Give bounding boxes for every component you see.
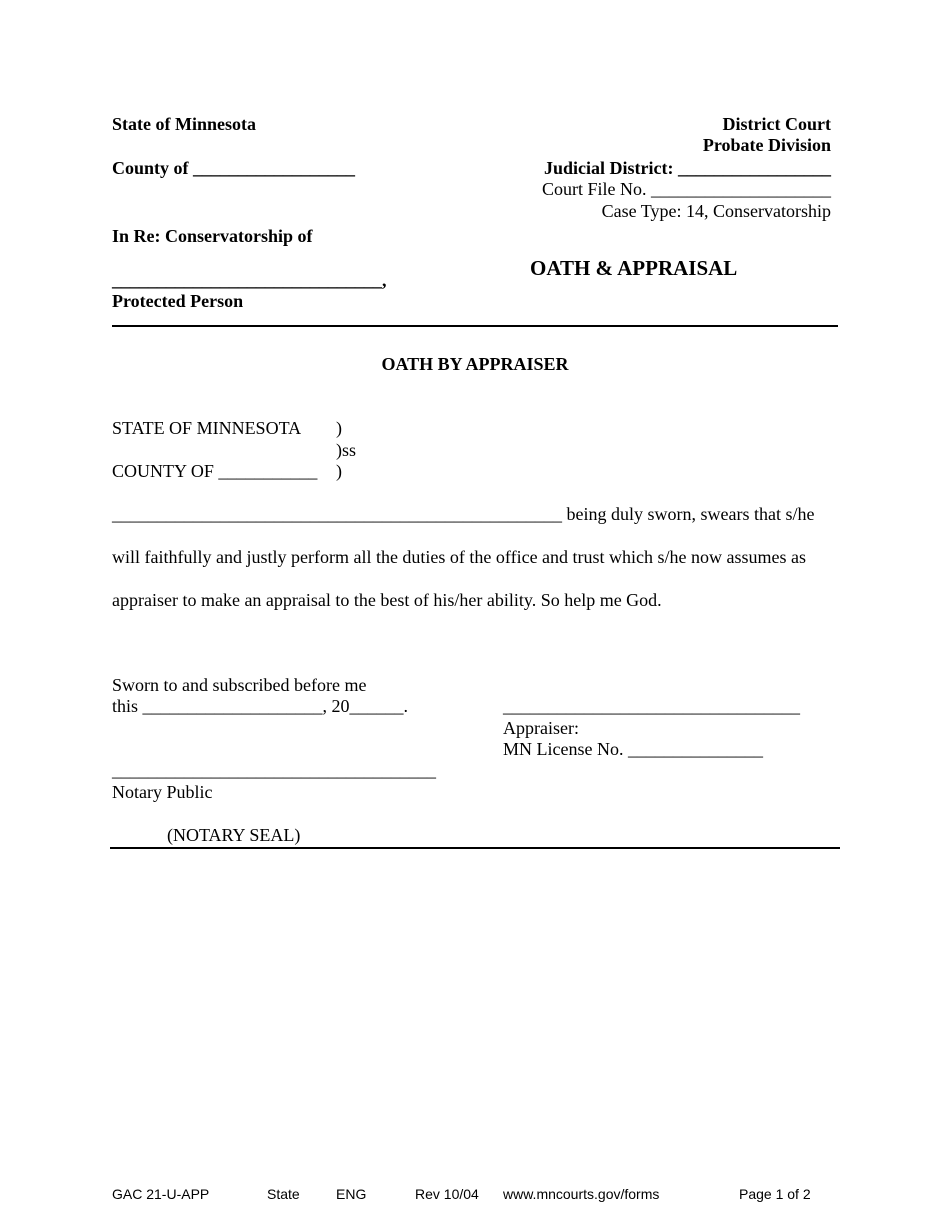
notary-label: Notary Public	[112, 782, 213, 802]
bottom-divider	[110, 847, 840, 849]
venue-ss: )ss	[336, 440, 357, 460]
county-field[interactable]: County of __________________	[112, 158, 356, 178]
oath-heading: OATH BY APPRAISER	[381, 354, 569, 374]
venue-county-field[interactable]: COUNTY OF ___________	[112, 461, 318, 481]
protected-person-label: Protected Person	[112, 291, 244, 311]
footer-form-code: GAC 21-U-APP	[112, 1186, 210, 1202]
venue-paren-top: )	[336, 418, 342, 438]
case-type-label: Case Type: 14, Conservatorship	[601, 201, 831, 221]
protected-person-name-field[interactable]: ______________________________,	[112, 270, 387, 290]
header-divider	[112, 325, 838, 327]
footer-language: ENG	[336, 1186, 367, 1202]
notary-seal-label: (NOTARY SEAL)	[167, 825, 301, 845]
court-label: District Court	[722, 114, 831, 134]
judicial-district-field[interactable]: Judicial District: _________________	[544, 158, 831, 178]
oath-line-3: appraiser to make an appraisal to the best of his/her ability. So help me God.	[112, 590, 662, 610]
venue-paren-bottom: )	[336, 461, 342, 481]
state-label: State of Minnesota	[112, 114, 256, 134]
sworn-date-field[interactable]: this ____________________, 20______.	[112, 696, 409, 716]
notary-signature-line[interactable]: ____________________________________	[112, 760, 436, 780]
oath-line-2: will faithfully and justly perform all the duties of the office and trust which s/he now assumes as	[112, 547, 807, 567]
court-file-field[interactable]: Court File No. ____________________	[541, 179, 831, 199]
venue-state: STATE OF MINNESOTA	[112, 418, 302, 438]
footer-revision: Rev 10/04	[415, 1186, 479, 1202]
appraiser-label: Appraiser:	[503, 718, 579, 738]
footer-page: Page 1 of 2	[739, 1186, 811, 1202]
sworn-statement: Sworn to and subscribed before me	[112, 675, 367, 695]
appraiser-signature-line[interactable]: _________________________________	[503, 696, 800, 716]
division-label: Probate Division	[702, 135, 831, 155]
in-re-label: In Re: Conservatorship of	[112, 226, 313, 246]
footer-website[interactable]: www.mncourts.gov/forms	[503, 1186, 660, 1202]
footer-jurisdiction: State	[267, 1186, 300, 1202]
oath-line-1[interactable]: __________________________________________________ being duly sworn, swears that s/he	[112, 504, 815, 524]
license-field[interactable]: MN License No. _______________	[503, 739, 763, 759]
form-title: OATH & APPRAISAL	[530, 256, 738, 280]
